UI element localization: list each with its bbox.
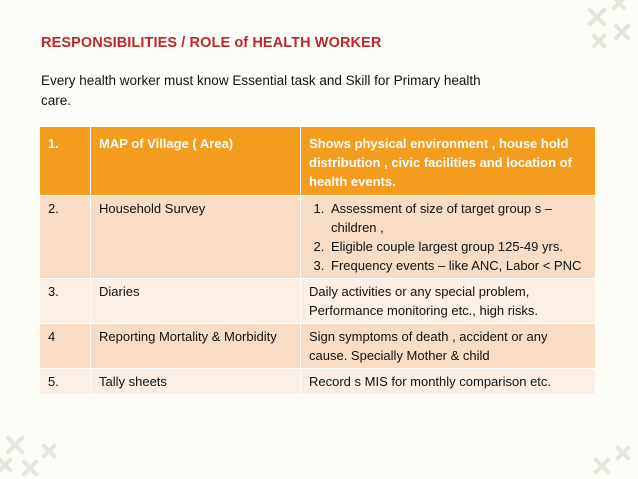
row-number: 3. — [40, 279, 91, 324]
task-name: Diaries — [91, 279, 301, 324]
table-header-row — [40, 127, 596, 196]
row-number: 5. — [40, 369, 91, 395]
row-number: 4 — [40, 324, 91, 369]
task-name: Household Survey — [91, 196, 301, 279]
task-name: MAP of Village ( Area) — [91, 127, 301, 196]
task-description: Sign symptoms of death , accident or any cause. Specially Mother & child — [301, 324, 596, 369]
table-row — [40, 369, 596, 395]
task-description: Daily activities or any special problem, Performance monitoring etc., high risks. — [301, 279, 596, 324]
task-description: Shows physical environment , house hold distribution , civic facilities and location of health events. — [301, 127, 596, 196]
list-item: 1. Assessment of size of target group s – children , — [328, 199, 589, 237]
row-number: 2. — [40, 196, 91, 279]
list-item: 2. Eligible couple largest group 125-49 yrs. — [328, 237, 589, 256]
table-row — [40, 196, 596, 279]
task-description: Record s MIS for monthly comparison etc. — [301, 369, 596, 395]
task-name: Reporting Mortality & Morbidity — [91, 324, 301, 369]
slide-title: RESPONSIBILITIES / ROLE of HEALTH WORKER — [41, 35, 382, 51]
description-list — [309, 199, 589, 275]
responsibilities-table — [39, 126, 596, 395]
task-name: Tally sheets — [91, 369, 301, 395]
task-description — [301, 196, 596, 279]
table-row — [40, 324, 596, 369]
row-number: 1. — [40, 127, 91, 196]
intro-text: Every health worker must know Essential task and Skill for Primary health care. — [41, 73, 481, 108]
table-row — [40, 279, 596, 324]
list-item: 3. Frequency events – like ANC, Labor < PNC — [328, 256, 589, 275]
